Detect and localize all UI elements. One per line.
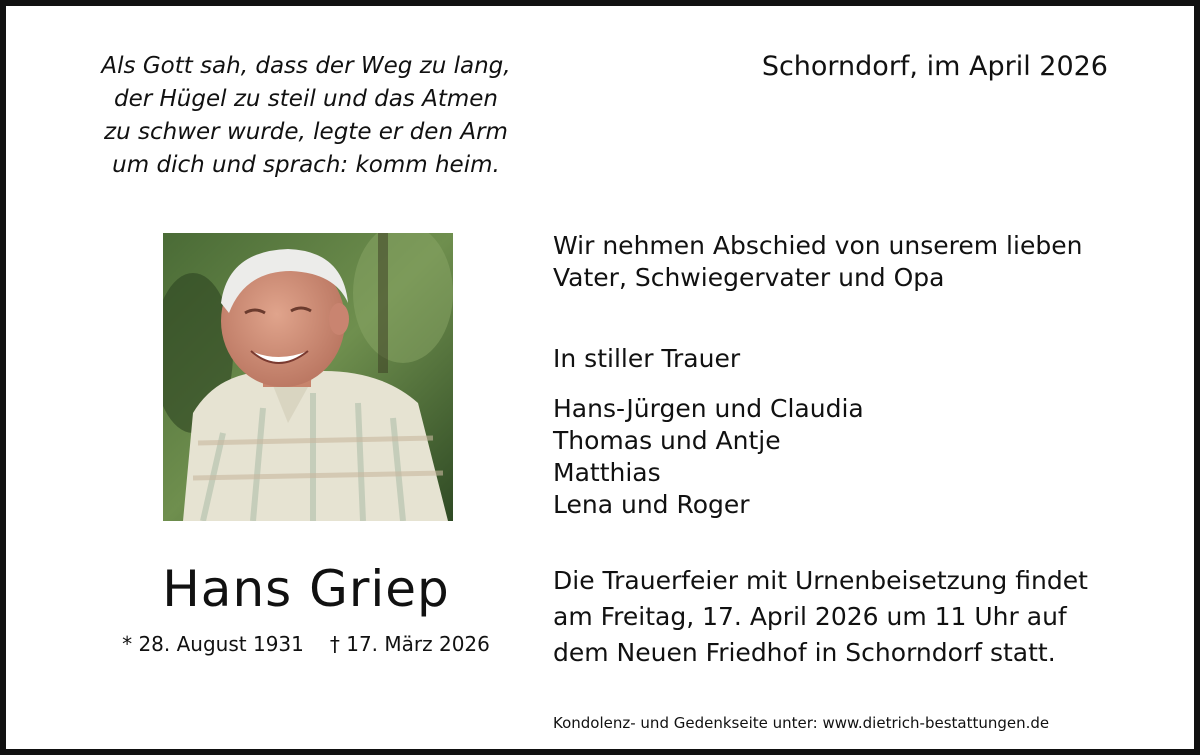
ceremony-line: dem Neuen Friedhof in Schorndorf statt. — [553, 638, 1056, 667]
farewell-line: Vater, Schwiegervater und Opa — [553, 263, 945, 292]
birth-date: * 28. August 1931 — [122, 632, 304, 656]
family-member: Lena und Roger — [553, 490, 750, 519]
farewell-text — [553, 230, 1133, 294]
memorial-quote — [76, 50, 536, 182]
family-member: Thomas und Antje — [553, 426, 781, 455]
ceremony-line: Die Trauerfeier mit Urnenbeisetzung findet — [553, 566, 1088, 595]
quote-line: der Hügel zu steil und das Atmen — [114, 86, 498, 112]
death-date: † 17. März 2026 — [329, 632, 490, 656]
ceremony-notice — [553, 563, 1133, 671]
quote-line: Als Gott sah, dass der Weg zu lang, — [101, 53, 511, 79]
portrait-photo — [163, 233, 453, 521]
life-dates — [96, 632, 516, 656]
family-list — [553, 393, 1133, 521]
condolence-footer: Kondolenz- und Gedenkseite unter: www.dietrich-bestattungen.de — [553, 714, 1050, 732]
quote-line: um dich und sprach: komm heim. — [112, 152, 500, 178]
place-date: Schorndorf, im April 2026 — [761, 51, 1108, 82]
quote-line: zu schwer wurde, legte er den Arm — [104, 119, 508, 145]
deceased-name: Hans Griep — [162, 560, 450, 618]
family-member: Matthias — [553, 458, 661, 487]
mourning-intro: In stiller Trauer — [553, 344, 741, 373]
farewell-line: Wir nehmen Abschied von unserem lieben — [553, 231, 1083, 260]
ceremony-line: am Freitag, 17. April 2026 um 11 Uhr auf — [553, 602, 1067, 631]
family-member: Hans-Jürgen und Claudia — [553, 394, 864, 423]
